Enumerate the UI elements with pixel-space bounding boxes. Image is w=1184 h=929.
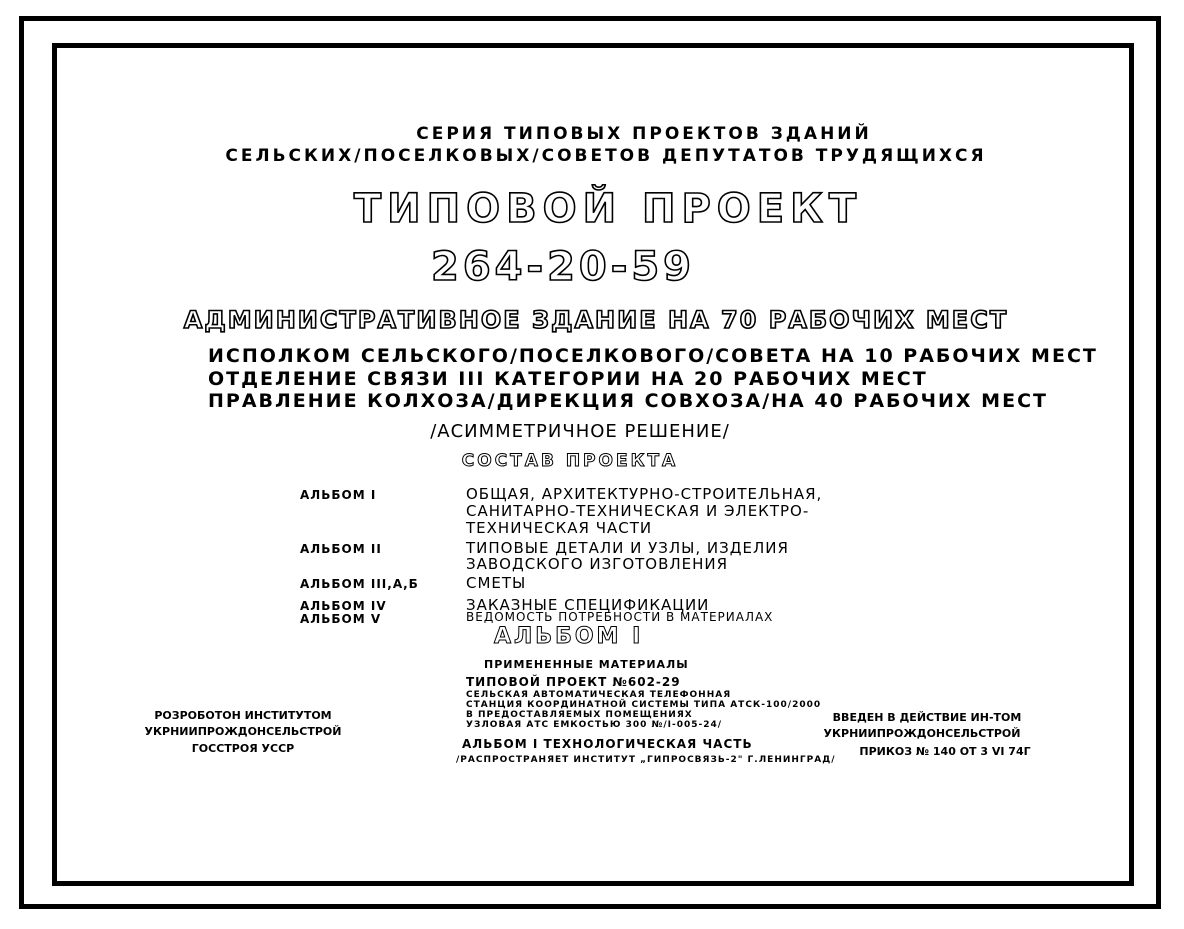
materials-desc-1: СЕЛЬСКАЯ АВТОМАТИЧЕСКАЯ ТЕЛЕФОННАЯ xyxy=(466,690,732,700)
materials-desc-2: СТАНЦИЯ КООРДИНАТНОЙ СИСТЕМЫ ТИПА АТСК-100/2000 xyxy=(466,700,822,710)
materials-distributor: /РАСПРОСТРАНЯЕТ ИНСТИТУТ „ГИПРОСВЯЗЬ-2" Г.ЛЕНИНГРАД/ xyxy=(456,755,836,765)
project-title: ТИПОВОЙ ПРОЕКТ xyxy=(353,186,863,232)
album-3-line-1: СМЕТЫ xyxy=(466,574,527,592)
materials-project: ТИПОВОЙ ПРОЕКТ №602-29 xyxy=(466,675,681,689)
enacted-line-1: ВВЕДЕН В ДЕЙСТВИЕ ИН-ТОМ xyxy=(832,711,1022,724)
album-5-label: АЛЬБОМ V xyxy=(300,612,382,626)
materials-desc-3: В ПРЕДОСТАВЛЯЕМЫХ ПОМЕЩЕНИЯХ xyxy=(466,710,693,720)
album-1-label: АЛЬБОМ I xyxy=(300,488,377,502)
materials-album-part: АЛЬБОМ I ТЕХНОЛОГИЧЕСКАЯ ЧАСТЬ xyxy=(462,737,753,751)
album-4-label: АЛЬБОМ IV xyxy=(300,599,387,613)
materials-title: ПРИМЕНЕННЫЕ МАТЕРИАЛЫ xyxy=(484,658,689,671)
album-2-line-1: ТИПОВЫЕ ДЕТАЛИ И УЗЛЫ, ИЗДЕЛИЯ xyxy=(466,539,789,557)
album-1-line-3: ТЕХНИЧЕСКАЯ ЧАСТИ xyxy=(466,519,653,537)
album-3-label: АЛЬБОМ III,А,Б xyxy=(300,577,419,591)
series-line-1: СЕРИЯ ТИПОВЫХ ПРОЕКТОВ ЗДАНИЙ xyxy=(416,124,872,144)
developer-line-1: РОЗРОБОТОН ИНСТИТУТОМ xyxy=(154,709,332,722)
album-5-line-1: ВЕДОМОСТЬ ПОТРЕБНОСТИ В МАТЕРИАЛАХ xyxy=(466,610,774,624)
current-album: АЛЬБОМ I xyxy=(494,624,644,649)
function-line-1: ИСПОЛКОМ СЕЛЬСКОГО/ПОСЕЛКОВОГО/СОВЕТА НА 10 РАБОЧИХ МЕСТ xyxy=(208,345,1098,367)
series-line-2: СЕЛЬСКИХ/ПОСЕЛКОВЫХ/СОВЕТОВ ДЕПУТАТОВ ТРУДЯЩИХСЯ xyxy=(225,146,987,166)
building-name: АДМИНИСТРАТИВНОЕ ЗДАНИЕ НА 70 РАБОЧИХ МЕСТ xyxy=(183,306,1009,334)
project-code: 264-20-59 xyxy=(430,244,696,290)
decision-note: /АСИММЕТРИЧНОЕ РЕШЕНИЕ/ xyxy=(430,421,730,442)
composition-title: СОСТАВ ПРОЕКТА xyxy=(461,451,679,471)
album-2-label: АЛЬБОМ II xyxy=(300,542,382,556)
function-line-3: ПРАВЛЕНИЕ КОЛХОЗА/ДИРЕКЦИЯ СОВХОЗА/НА 40 РАБОЧИХ МЕСТ xyxy=(208,390,1048,412)
album-1-line-1: ОБЩАЯ, АРХИТЕКТУРНО-СТРОИТЕЛЬНАЯ, xyxy=(466,485,823,503)
developer-line-2: УКРНИИПРОЖДОНСЕЛЬСТРОЙ xyxy=(144,725,342,738)
album-4-line-1: ЗАКАЗНЫЕ СПЕЦИФИКАЦИИ xyxy=(466,596,710,614)
enacted-line-2: УКРНИИПРОЖДОНСЕЛЬСТРОЙ xyxy=(823,727,1021,740)
enacted-line-3: ПРИКОЗ № 140 ОТ 3 VI 74Г xyxy=(859,745,1031,758)
materials-desc-4: УЗЛОВАЯ АТС ЕМКОСТЬЮ 300 №/I-005-24/ xyxy=(466,720,723,730)
function-line-2: ОТДЕЛЕНИЕ СВЯЗИ III КАТЕГОРИИ НА 20 РАБОЧИХ МЕСТ xyxy=(208,368,928,390)
album-1-line-2: САНИТАРНО-ТЕХНИЧЕСКАЯ И ЭЛЕКТРО- xyxy=(466,502,810,520)
album-2-line-2: ЗАВОДСКОГО ИЗГОТОВЛЕНИЯ xyxy=(466,555,729,573)
developer-line-3: ГОССТРОЯ УССР xyxy=(191,742,295,755)
